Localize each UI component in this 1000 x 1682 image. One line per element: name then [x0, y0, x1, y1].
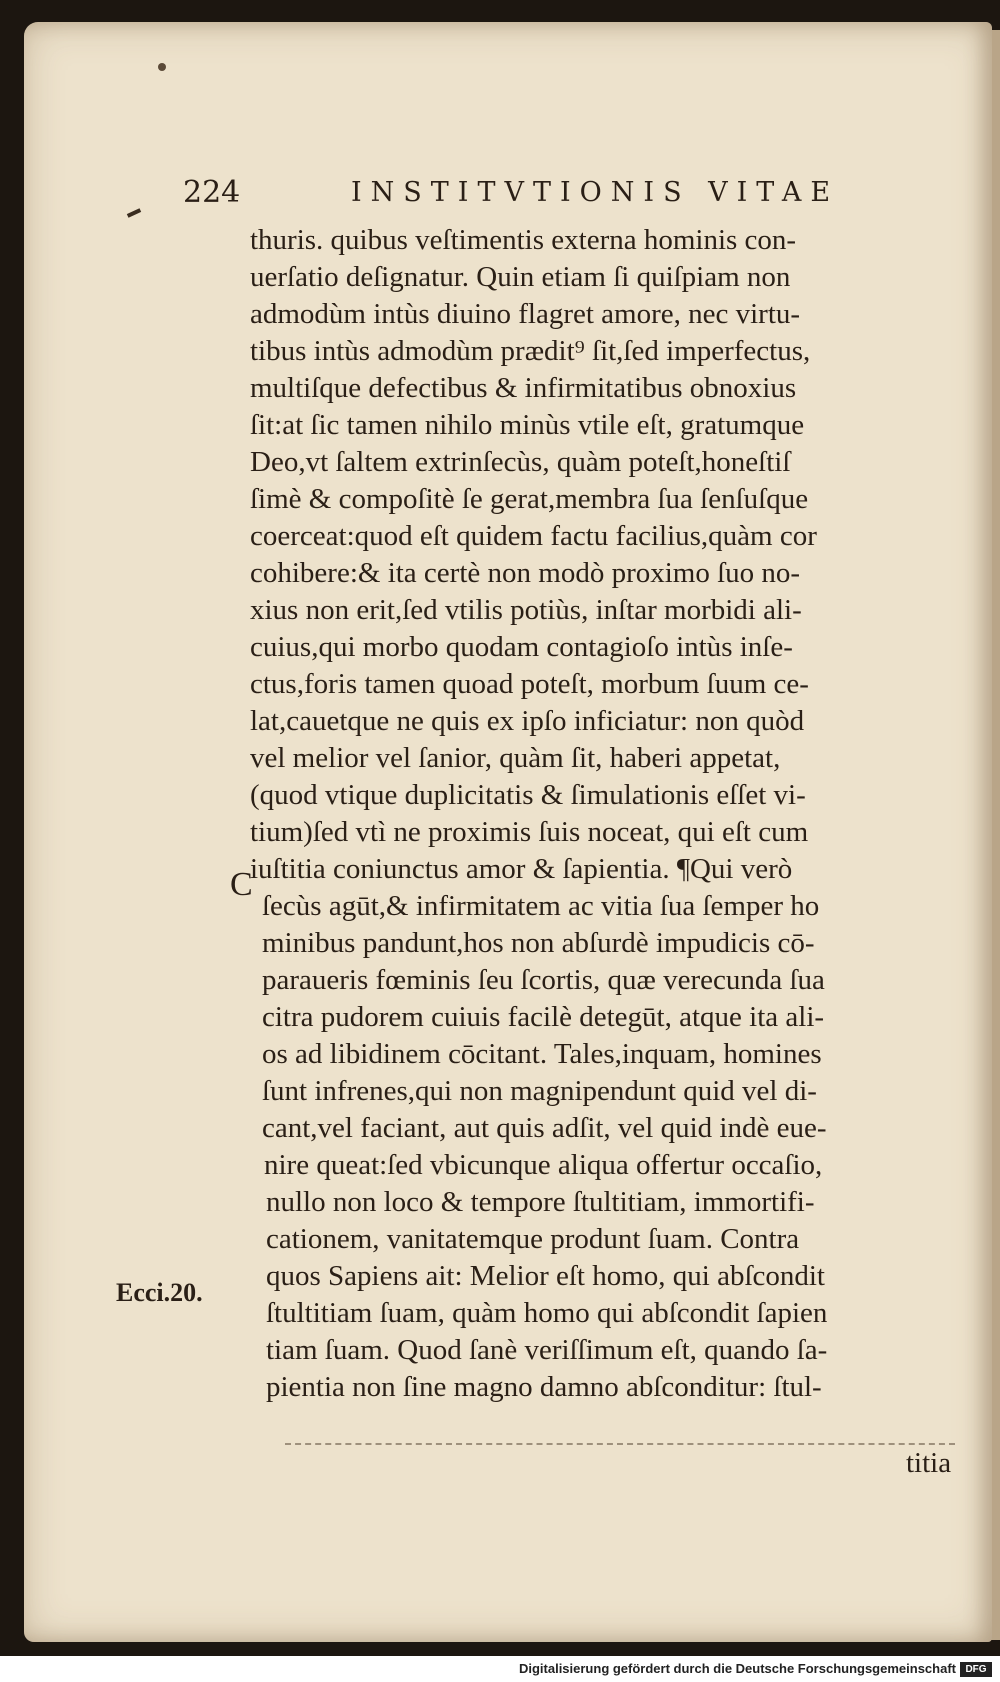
text-line: tibus intùs admodùm prædit⁹ ſit,ſed imperfectus, [250, 335, 811, 367]
text-line: cationem, vanitatemque produnt ſuam. Contra [266, 1223, 800, 1255]
body-text [250, 222, 970, 1406]
text-line: vel melior vel ſanior, quàm ſit, haberi appetat, [250, 742, 781, 774]
dfg-logo: DFG [960, 1662, 992, 1677]
page-number: 224 [183, 175, 241, 210]
ink-spot [158, 63, 166, 71]
text-line: admodùm intùs diuino flagret amore, nec virtu- [250, 298, 801, 330]
text-line: ſimè & compoſitè ſe gerat,membra ſua ſenſuſque [250, 483, 809, 515]
text-line: cant,vel faciant, aut quis adſit, vel quid indè eue- [262, 1112, 827, 1144]
text-line: minibus pandunt,hos non abſurdè impudicis cō- [262, 927, 815, 959]
text-line: nire queat:ſed vbicunque aliqua offertur occaſio, [264, 1149, 823, 1181]
text-line: xius non erit,ſed vtilis potiùs, inſtar morbidi ali- [250, 594, 802, 626]
text-line: ſecùs agūt,& infirmitatem ac vitia ſua ſemper ho [262, 890, 820, 922]
footer-credit: Digitalisierung gefördert durch die Deutsche Forschungsgemeinschaft [518, 1661, 956, 1676]
text-line: os ad libidinem cōcitant. Tales,inquam, homines [262, 1038, 822, 1070]
text-line: (quod vtique duplicitatis & ſimulationis eſſet vi- [250, 779, 806, 811]
running-title: INSTITVTIONIS VITAE [351, 177, 840, 208]
text-line: tium)ſed vtì ne proximis ſuis noceat, qui eſt cum [250, 816, 809, 848]
text-line: lat,cauetque ne quis ex ipſo inficiatur: non quòd [250, 705, 805, 737]
text-line: cuius,qui morbo quodam contagioſo intùs inſe- [250, 631, 793, 663]
text-line: tiam ſuam. Quod ſanè veriſſimum eſt, quando ſa- [266, 1334, 828, 1366]
text-line: cohibere:& ita certè non modò proximo ſuo no- [250, 557, 801, 589]
text-line: ſtultitiam ſuam, quàm homo qui abſcondit ſapien [266, 1297, 828, 1329]
footer-bar [0, 1658, 1000, 1682]
text-line: thuris. quibus veſtimentis externa hominis con- [250, 224, 797, 256]
rule-dashes [285, 1443, 955, 1445]
text-line: pientia non ſine magno damno abſconditur: ſtul- [266, 1371, 822, 1403]
margin-reference: Ecci.20. [116, 1278, 203, 1307]
text-line: coerceat:quod eſt quidem factu facilius,quàm cor [250, 520, 817, 552]
page-header [0, 175, 1000, 215]
text-line: ſit:at ſic tamen nihilo minùs vtile eſt, gratumque [250, 409, 805, 441]
text-line: ctus,foris tamen quoad poteſt, morbum ſuum ce- [250, 668, 809, 700]
text-line: uerſatio deſignatur. Quin etiam ſi quiſpiam non [250, 261, 791, 293]
text-line: Deo,vt ſaltem extrinſecùs, quàm poteſt,honeſtiſ [250, 446, 791, 478]
text-line: quos Sapiens ait: Melior eſt homo, qui abſcondit [266, 1260, 825, 1292]
catchword: titia [906, 1447, 952, 1479]
text-line: paraueris fœminis ſeu ſcortis, quæ verecunda ſua [262, 964, 825, 996]
margin-section-letter: C [230, 866, 253, 903]
text-line: citra pudorem cuiuis facilè detegūt, atque ita ali- [262, 1001, 825, 1033]
text-line: ſunt infrenes,qui non magnipendunt quid vel di- [262, 1075, 817, 1107]
text-line: iuſtitia coniunctus amor & ſapientia. ¶Qui verò [250, 853, 793, 885]
text-line: nullo non loco & tempore ſtultitiam, immortifi- [266, 1186, 815, 1218]
text-line: multiſque defectibus & infirmitatibus obnoxius [250, 372, 797, 404]
